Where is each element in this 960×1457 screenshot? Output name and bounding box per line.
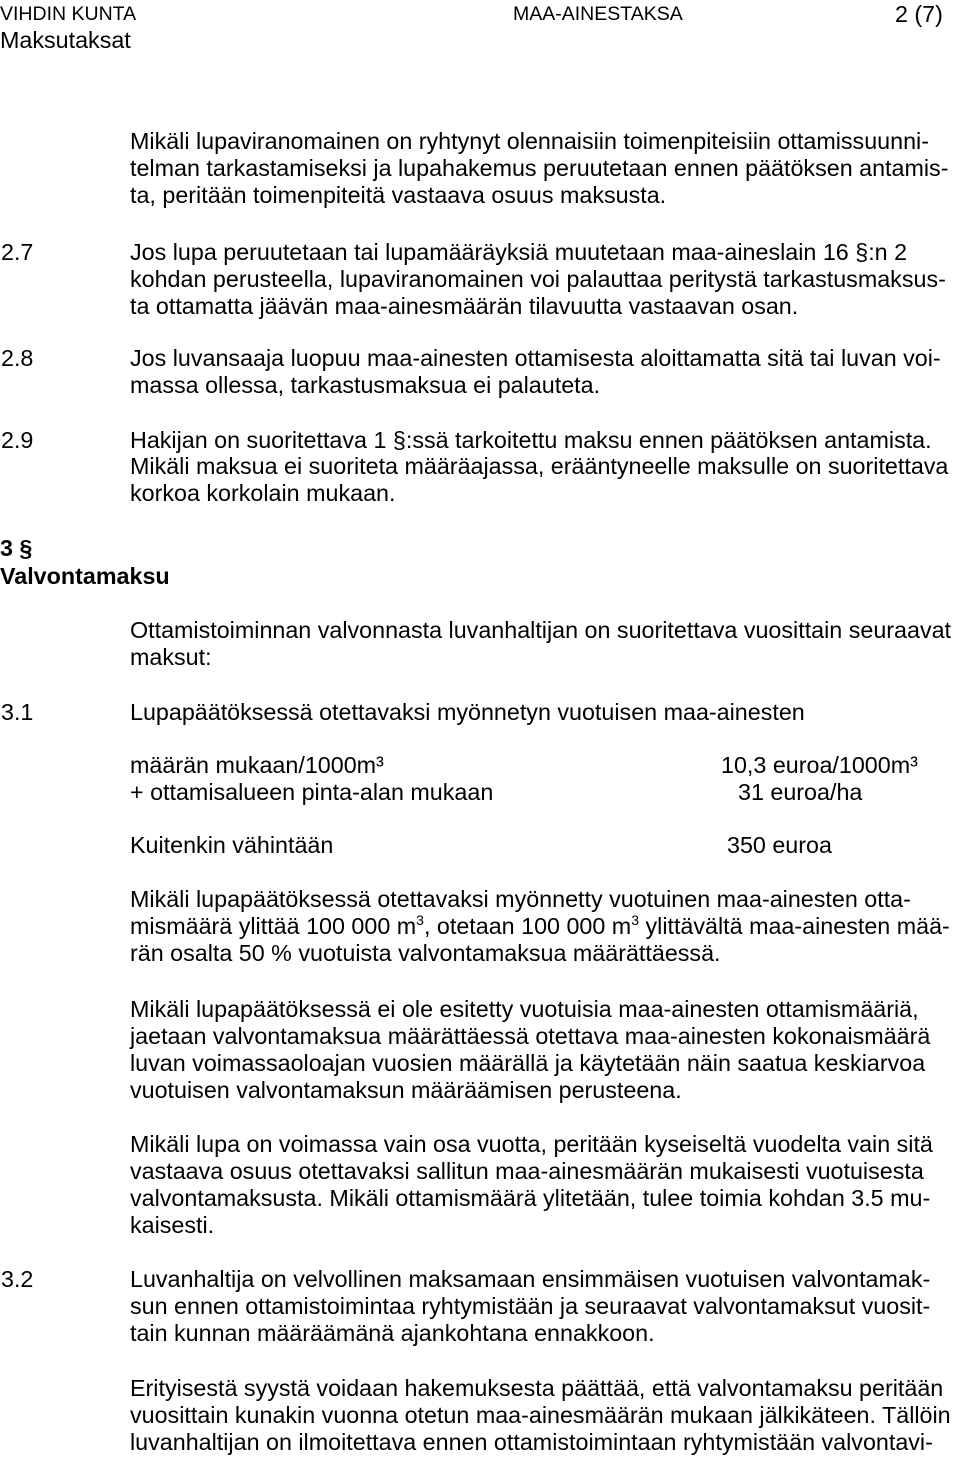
section-3-title: Valvontamaksu — [0, 563, 170, 589]
section-2-7-line: ta ottamatta jäävän maa-ainesmäärän tilavuutta vastaavan osan. — [130, 293, 799, 319]
partial-year-line: valvontamaksusta. Mikäli ottamismäärä ylitetään, tulee toimia kohdan 3.5 mu- — [130, 1185, 931, 1211]
section-number-2-9: 2.9 — [1, 427, 34, 453]
section-number-2-8: 2.8 — [1, 345, 34, 371]
partial-year-line: Mikäli lupa on voimassa vain osa vuotta, peritään kyseiseltä vuodelta vain sitä — [130, 1131, 933, 1157]
section-3-intro-line: Ottamistoiminnan valvonnasta luvanhaltijan on suoritettava vuosittain seuraavat — [130, 617, 952, 643]
intro-paragraph-line: Mikäli lupaviranomainen on ryhtynyt olennaisiin toimenpiteisiin ottamissuunni- — [130, 128, 929, 154]
fee-amount: 31 euroa/ha — [738, 779, 863, 805]
superscript-exponent: 3 — [631, 912, 640, 928]
section-3-number: 3 § — [0, 535, 33, 561]
exception-paragraph-line: luvanhaltijan on ilmoitettava ennen ottamistoimintaan ryhtymistään valvontavi- — [130, 1429, 933, 1455]
excess-line-text: ylittävältä maa-ainesten mää- — [639, 913, 950, 939]
section-2-8-line: massa ollessa, tarkastusmaksua ei palauteta. — [130, 372, 601, 398]
section-2-8-line: Jos luvansaaja luopuu maa-ainesten ottamisesta aloittamatta sitä tai luvan voi- — [130, 345, 941, 371]
excess-paragraph-line: rän osalta 50 % vuotuista valvontamaksua määrättäessä. — [130, 940, 721, 966]
section-3-2-line: sun ennen ottamistoimintaa ryhtymistään ja seuraavat valvontamaksut vuosit- — [130, 1293, 931, 1319]
section-2-9-line: Mikäli maksua ei suoriteta määräajassa, erääntyneelle maksulle on suoritettava — [130, 453, 949, 479]
intro-paragraph-line: ta, peritään toimenpiteitä vastaava osuus maksusta. — [130, 182, 667, 208]
section-3-intro-line: maksut: — [130, 644, 212, 670]
fee-label: määrän mukaan/1000m³ — [130, 752, 384, 778]
no-annual-amount-line: Mikäli lupapäätöksessä ei ole esitetty vuotuisia maa-ainesten ottamismääriä, — [130, 996, 919, 1022]
fee-amount: 10,3 euroa/1000m³ — [721, 752, 918, 778]
section-2-7-line: Jos lupa peruutetaan tai lupamääräyksiä muutetaan maa-aineslain 16 §:n 2 — [130, 239, 908, 265]
fee-label: + ottamisalueen pinta-alan mukaan — [130, 779, 494, 805]
exception-paragraph-line: Erityisestä syystä voidaan hakemuksesta päättää, että valvontamaksu peritään — [130, 1375, 944, 1401]
section-3-2-line: Luvanhaltija on velvollinen maksamaan ensimmäisen vuotuisen valvontamak- — [130, 1266, 931, 1292]
section-3-1-lead: Lupapäätöksessä otettavaksi myönnetyn vuotuisen maa-ainesten — [130, 699, 805, 725]
fee-amount: 350 euroa — [727, 832, 832, 858]
partial-year-line: kaisesti. — [130, 1212, 215, 1238]
section-number-2-7: 2.7 — [1, 239, 34, 265]
excess-paragraph-line — [130, 913, 950, 940]
no-annual-amount-line: vuotuisen valvontamaksun määräämisen perusteena. — [130, 1077, 682, 1103]
superscript-exponent: 3 — [416, 912, 424, 928]
no-annual-amount-line: jaetaan valvontamaksua määrättäessä otettava maa-ainesten kokonaismäärä — [130, 1023, 931, 1049]
excess-line-text: mismäärä ylittää 100 000 m — [130, 913, 417, 939]
excess-line-text: , otetaan 100 000 m — [423, 913, 632, 939]
header-organization: VIHDIN KUNTA — [0, 3, 137, 25]
exception-paragraph-line: vuosittain kunakin vuonna otetun maa-ainesmäärän mukaan jälkikäteen. Tällöin — [130, 1402, 951, 1428]
section-3-2-line: tain kunnan määräämänä ajankohtana ennakkoon. — [130, 1320, 655, 1346]
section-number-3-1: 3.1 — [1, 699, 34, 725]
intro-paragraph-line: telman tarkastamiseksi ja lupahakemus peruutetaan ennen päätöksen antamis- — [130, 155, 949, 181]
header-document-title: MAA-AINESTAKSA — [513, 3, 683, 25]
excess-paragraph-line: Mikäli lupapäätöksessä otettavaksi myönnetty vuotuinen maa-ainesten otta- — [130, 886, 911, 912]
fee-label: Kuitenkin vähintään — [130, 832, 334, 858]
section-2-7-line: kohdan perusteella, lupaviranomainen voi palauttaa peritystä tarkastusmaksus- — [130, 266, 946, 292]
section-2-9-line: korkoa korkolain mukaan. — [130, 480, 396, 506]
header-page-number: 2 (7) — [895, 1, 943, 27]
partial-year-line: vastaava osuus otettavaksi sallitun maa-ainesmäärän mukaisesti vuotuisesta — [130, 1158, 924, 1184]
section-2-9-line: Hakijan on suoritettava 1 §:ssä tarkoitettu maksu ennen päätöksen antamista. — [130, 427, 932, 453]
section-number-3-2: 3.2 — [1, 1266, 34, 1292]
header-section-title: Maksutaksat — [0, 27, 131, 53]
no-annual-amount-line: luvan voimassaoloajan vuosien määrällä ja käytetään näin saatua keskiarvoa — [130, 1050, 926, 1076]
